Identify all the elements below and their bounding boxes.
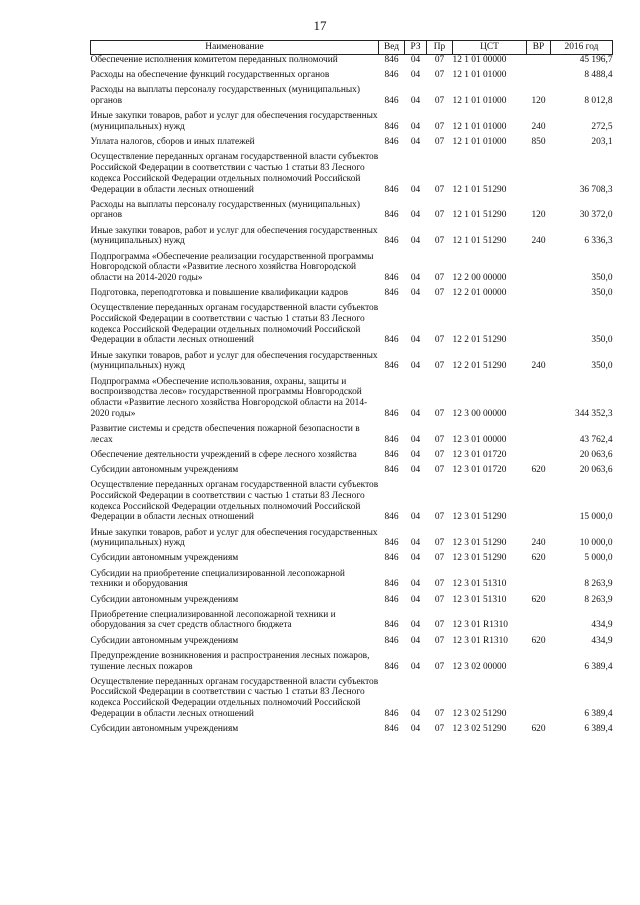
row-pr: 07: [434, 635, 445, 646]
row-cst: 12 1 01 51290: [452, 210, 507, 221]
row-vr: [527, 55, 551, 71]
row-ved: 846: [384, 465, 399, 475]
row-rz: 04: [410, 724, 421, 735]
row-pr: 07: [434, 272, 445, 283]
row-name: Расходы на выплаты персоналу государственных (муниципальных) органов: [90, 85, 360, 107]
row-cst: 12 3 01 01720: [452, 449, 507, 460]
row-name: Иные закупки товаров, работ и услуг для обеспечения государственных (муниципальных) нужд: [90, 111, 378, 133]
table-row: [91, 55, 613, 71]
row-name: Обеспечение исполнения комитетом переданных полномочий: [90, 55, 338, 65]
header-name: Наименование: [91, 41, 379, 55]
row-rz: 04: [410, 70, 421, 81]
row-ved: 846: [384, 137, 399, 148]
row-rz: 04: [410, 361, 421, 372]
row-amount: 434,9: [591, 635, 613, 646]
table-row: [91, 351, 613, 377]
row-rz: 04: [410, 434, 421, 445]
row-ved: 846: [384, 594, 399, 605]
header-amount: 2016 год: [551, 41, 613, 55]
row-rz: 04: [410, 538, 421, 549]
row-amount: 36 708,3: [579, 184, 613, 195]
row-ved: 846: [384, 449, 399, 460]
row-pr: 07: [434, 408, 445, 419]
row-vr: 620: [531, 465, 546, 475]
row-cst: 12 2 01 00000: [452, 288, 507, 299]
row-rz: 04: [410, 465, 421, 475]
row-name: Субсидии автономным учреждениям: [90, 724, 239, 735]
table-row: [91, 636, 613, 651]
table-row: [91, 303, 613, 350]
row-vr: 240: [531, 361, 546, 372]
row-vr: [527, 677, 551, 724]
row-cst: 12 3 01 51290: [452, 512, 507, 523]
row-ved: 846: [384, 708, 399, 719]
row-rz: 04: [410, 210, 421, 221]
table-row: [91, 724, 613, 739]
row-pr: 07: [434, 96, 445, 107]
header-pr: Пр: [427, 41, 453, 55]
row-pr: 07: [434, 55, 445, 65]
row-pr: 07: [434, 708, 445, 719]
row-rz: 04: [410, 184, 421, 195]
header-cst: ЦСТ: [453, 41, 527, 55]
row-vr: 850: [531, 137, 546, 148]
table-row: [91, 595, 613, 610]
row-pr: 07: [434, 137, 445, 148]
row-vr: [527, 610, 551, 636]
page-number: 17: [313, 18, 327, 33]
row-amount: 45 196,7: [579, 55, 613, 65]
row-ved: 846: [384, 553, 399, 564]
row-ved: 846: [384, 288, 399, 299]
row-vr: [527, 152, 551, 199]
row-cst: 12 3 00 00000: [452, 408, 507, 419]
row-name: Иные закупки товаров, работ и услуг для обеспечения государственных (муниципальных) нужд: [90, 527, 378, 549]
row-cst: 12 3 01 51290: [452, 538, 507, 549]
row-vr: 240: [531, 236, 546, 247]
row-amount: 6 389,4: [584, 661, 613, 672]
row-name: Субсидии автономным учреждениям: [90, 465, 239, 475]
row-cst: 12 3 01 51310: [452, 594, 507, 605]
table-row: [91, 377, 613, 424]
row-amount: 350,0: [591, 335, 613, 346]
row-name: Иные закупки товаров, работ и услуг для обеспечения государственных (муниципальных) нужд: [90, 350, 378, 372]
row-vr: [527, 377, 551, 424]
row-name: Осуществление переданных органам государственной власти субъектов Российской Федерации в соответствии с частью 1 статьи 83 Лесного кодекса Российской Федерации отдельных полномочий Российской Федерации в области лесных отношений: [90, 152, 379, 195]
row-amount: 350,0: [591, 361, 613, 372]
row-amount: 434,9: [591, 620, 613, 631]
row-vr: [527, 252, 551, 289]
row-amount: 350,0: [591, 272, 613, 283]
row-rz: 04: [410, 55, 421, 65]
row-amount: 8 488,4: [584, 70, 613, 81]
row-vr: 240: [531, 538, 546, 549]
row-cst: 12 3 02 51290: [452, 708, 507, 719]
table-row: [91, 111, 613, 137]
row-rz: 04: [410, 512, 421, 523]
table-row: [91, 528, 613, 554]
row-rz: 04: [410, 661, 421, 672]
row-name: Подпрограмма «Обеспечение использования, охраны, защиты и воспроизводства лесов» государственной программы Новгородской области «Развитие лесного хозяйства Новгородской области на 2014-2020 годы»: [90, 376, 368, 419]
row-name: Предупреждение возникновения и распространения лесных пожаров, тушение лесных пожаров: [90, 650, 370, 672]
row-amount: 8 012,8: [584, 96, 613, 107]
table-row: [91, 651, 613, 677]
row-ved: 846: [384, 434, 399, 445]
row-amount: 203,1: [591, 137, 613, 148]
row-amount: 8 263,9: [584, 579, 613, 590]
row-name: Осуществление переданных органам государственной власти субъектов Российской Федерации в соответствии с частью 1 статьи 83 Лесного кодекса Российской Федерации отдельных полномочий Российской Федерации в области лесных отношений: [90, 480, 379, 523]
row-amount: 5 000,0: [584, 553, 613, 564]
table-body: [91, 55, 613, 740]
row-amount: 272,5: [591, 122, 613, 133]
row-pr: 07: [434, 184, 445, 195]
table-row: [91, 200, 613, 226]
row-rz: 04: [410, 620, 421, 631]
row-name: Уплата налогов, сборов и иных платежей: [90, 137, 255, 148]
row-cst: 12 1 01 00000: [452, 55, 507, 65]
row-vr: [527, 70, 551, 85]
row-cst: 12 3 02 00000: [452, 661, 507, 672]
row-ved: 846: [384, 236, 399, 247]
row-name: Обеспечение деятельности учреждений в сфере лесного хозяйства: [90, 449, 357, 460]
row-amount: 10 000,0: [579, 538, 613, 549]
row-cst: 12 1 01 01000: [452, 137, 507, 148]
table-row: [91, 553, 613, 568]
row-cst: 12 3 01 R1310: [452, 635, 508, 646]
table-row: [91, 152, 613, 199]
row-rz: 04: [410, 408, 421, 419]
row-rz: 04: [410, 335, 421, 346]
row-ved: 846: [384, 724, 399, 735]
row-ved: 846: [384, 512, 399, 523]
row-pr: 07: [434, 512, 445, 523]
row-pr: 07: [434, 449, 445, 460]
row-rz: 04: [410, 236, 421, 247]
row-pr: 07: [434, 579, 445, 590]
row-cst: 12 1 01 01000: [452, 70, 507, 81]
row-vr: 120: [531, 96, 546, 107]
row-pr: 07: [434, 661, 445, 672]
table-row: [91, 252, 613, 289]
row-amount: 6 389,4: [584, 708, 613, 719]
row-cst: 12 2 01 51290: [452, 361, 507, 372]
row-vr: 120: [531, 210, 546, 221]
table-row: [91, 70, 613, 85]
row-name: Субсидии автономным учреждениям: [90, 635, 239, 646]
row-vr: [527, 424, 551, 450]
row-ved: 846: [384, 408, 399, 419]
row-vr: [527, 288, 551, 303]
row-vr: [527, 303, 551, 350]
table-row: [91, 288, 613, 303]
row-ved: 846: [384, 70, 399, 81]
row-amount: 8 263,9: [584, 594, 613, 605]
row-vr: 620: [531, 635, 546, 646]
table-row: [91, 226, 613, 252]
row-rz: 04: [410, 122, 421, 133]
row-name: Подпрограмма «Обеспечение реализации государственной программы Новгородской области «Развитие лесного хозяйства Новгородской области на 2014-2020 годы»: [90, 251, 374, 283]
table-row: [91, 465, 613, 480]
row-name: Иные закупки товаров, работ и услуг для обеспечения государственных (муниципальных) нужд: [90, 225, 378, 247]
row-amount: 15 000,0: [579, 512, 613, 523]
row-pr: 07: [434, 620, 445, 631]
table-row: [91, 569, 613, 595]
header-vr: ВР: [527, 41, 551, 55]
row-rz: 04: [410, 96, 421, 107]
row-pr: 07: [434, 210, 445, 221]
row-ved: 846: [384, 661, 399, 672]
row-rz: 04: [410, 553, 421, 564]
row-ved: 846: [384, 96, 399, 107]
row-cst: 12 3 01 01720: [452, 465, 507, 475]
row-pr: 07: [434, 288, 445, 299]
budget-table: [90, 40, 613, 739]
table-row: [91, 137, 613, 152]
row-amount: 6 336,3: [584, 236, 613, 247]
row-pr: 07: [434, 122, 445, 133]
row-name: Осуществление переданных органам государственной власти субъектов Российской Федерации в соответствии с частью 1 статьи 83 Лесного кодекса Российской Федерации отдельных полномочий Российской Федерации в области лесных отношений: [90, 676, 379, 719]
row-cst: 12 3 01 51290: [452, 553, 507, 564]
row-pr: 07: [434, 538, 445, 549]
row-vr: [527, 450, 551, 465]
table-row: [91, 424, 613, 450]
row-cst: 12 1 01 01000: [452, 122, 507, 133]
row-name: Осуществление переданных органам государственной власти субъектов Российской Федерации в соответствии с частью 1 статьи 83 Лесного кодекса Российской Федерации отдельных полномочий Российской Федерации в области лесных отношений: [90, 303, 379, 346]
row-vr: [527, 569, 551, 595]
row-amount: 30 372,0: [579, 210, 613, 221]
row-pr: 07: [434, 724, 445, 735]
row-cst: 12 3 01 00000: [452, 434, 507, 445]
row-name: Субсидии на приобретение специализированной лесопожарной техники и оборудования: [90, 568, 345, 590]
row-name: Приобретение специализированной лесопожарной техники и оборудования за счет средств областного бюджета: [90, 609, 336, 631]
row-rz: 04: [410, 449, 421, 460]
row-pr: 07: [434, 335, 445, 346]
row-pr: 07: [434, 594, 445, 605]
table-row: [91, 85, 613, 111]
row-cst: 12 3 01 R1310: [452, 620, 508, 631]
row-name: Развитие системы и средств обеспечения пожарной безопасности в лесах: [90, 423, 360, 445]
table-row: [91, 677, 613, 724]
row-amount: 20 063,6: [579, 465, 613, 475]
row-ved: 846: [384, 620, 399, 631]
row-cst: 12 2 01 51290: [452, 335, 507, 346]
row-rz: 04: [410, 272, 421, 283]
row-pr: 07: [434, 236, 445, 247]
row-amount: 6 389,4: [584, 724, 613, 735]
row-cst: 12 3 02 51290: [452, 724, 507, 735]
row-ved: 846: [384, 210, 399, 221]
row-ved: 846: [384, 635, 399, 646]
row-vr: 620: [531, 553, 546, 564]
row-pr: 07: [434, 70, 445, 81]
row-ved: 846: [384, 361, 399, 372]
row-rz: 04: [410, 137, 421, 148]
row-ved: 846: [384, 55, 399, 65]
row-vr: [527, 480, 551, 527]
row-name: Подготовка, переподготовка и повышение квалификации кадров: [90, 288, 349, 299]
row-pr: 07: [434, 553, 445, 564]
row-ved: 846: [384, 184, 399, 195]
row-rz: 04: [410, 635, 421, 646]
header-rz: РЗ: [405, 41, 427, 55]
row-amount: 350,0: [591, 288, 613, 299]
row-cst: 12 2 00 00000: [452, 272, 507, 283]
row-pr: 07: [434, 434, 445, 445]
row-amount: 20 063,6: [579, 449, 613, 460]
row-amount: 344 352,3: [575, 408, 613, 419]
row-amount: 43 762,4: [579, 434, 613, 445]
row-rz: 04: [410, 708, 421, 719]
row-ved: 846: [384, 335, 399, 346]
row-vr: 240: [531, 122, 546, 133]
header-ved: Вед: [379, 41, 405, 55]
row-cst: 12 1 01 01000: [452, 96, 507, 107]
row-cst: 12 1 01 51290: [452, 236, 507, 247]
row-name: Расходы на обеспечение функций государственных органов: [90, 70, 330, 81]
row-name: Расходы на выплаты персоналу государственных (муниципальных) органов: [90, 199, 360, 221]
table-row: [91, 450, 613, 465]
table-header: [91, 41, 613, 55]
row-rz: 04: [410, 288, 421, 299]
table-row: [91, 480, 613, 527]
table-row: [91, 610, 613, 636]
row-ved: 846: [384, 272, 399, 283]
row-name: Субсидии автономным учреждениям: [90, 594, 239, 605]
row-vr: [527, 651, 551, 677]
row-ved: 846: [384, 579, 399, 590]
row-pr: 07: [434, 361, 445, 372]
row-pr: 07: [434, 465, 445, 475]
row-name: Субсидии автономным учреждениям: [90, 553, 239, 564]
row-ved: 846: [384, 538, 399, 549]
row-ved: 846: [384, 122, 399, 133]
row-vr: 620: [531, 594, 546, 605]
row-cst: 12 3 01 51310: [452, 579, 507, 590]
row-rz: 04: [410, 579, 421, 590]
row-rz: 04: [410, 594, 421, 605]
row-cst: 12 1 01 51290: [452, 184, 507, 195]
row-vr: 620: [531, 724, 546, 735]
